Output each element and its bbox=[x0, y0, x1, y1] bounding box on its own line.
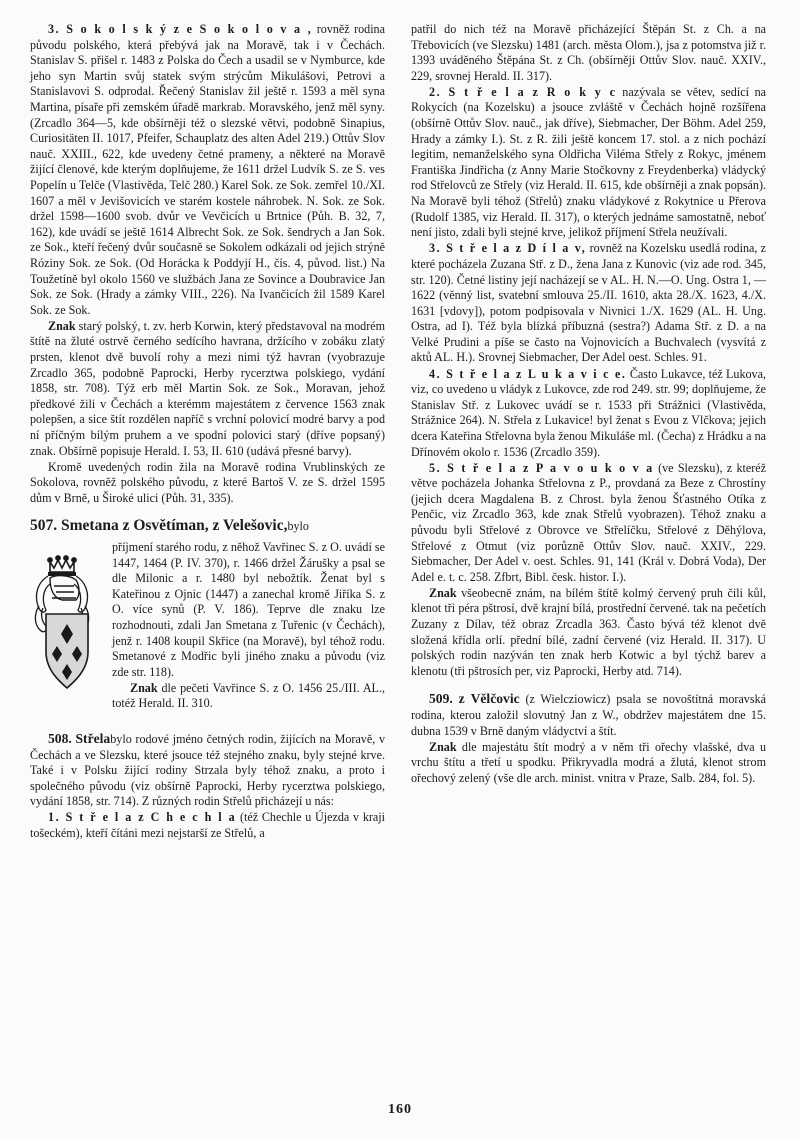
entry-507 bbox=[30, 517, 385, 719]
entry-508-name: Střela bbox=[75, 731, 111, 746]
right-column bbox=[411, 22, 766, 1080]
znak-label: Znak bbox=[429, 739, 457, 754]
entry-508-sub-1 bbox=[30, 810, 385, 841]
entry-508-text: bylo rodové jméno četných rodin, žijících na Moravě, v Čechách a ve Slezsku, které jsouce též stejného znaku, byly stejné krve. Také i v Polsku žijící rodiny Strzala byly téhož znaku, a proto i společného původu (viz obšírně Paprocki, Herby rycerztwa polskiego, vydání 1858, str. 714). Z různých rodin Střelů přicházejí u nás: bbox=[30, 732, 385, 809]
paragraph-sokolsky-text: rovněž rodina původu polského, která přebývá jak na Moravě, tak i v Čechách. Stanislav S. přišel r. 1483 z Polska do Čech a usadil se v Nymburce, kde jeho syn Martin svůj statek svým strýcům Mikulášovi, Petrovi a Stanislavovi S. odprodal. Řečený Stanislav žil ještě r. 1593 a měl syna Martina, písaře při zemském úřadě markrab. Moravského, jenž měl syny. (Zrcadlo 364—5, kde obšírněji též o slezské větvi, podobně Sinapius, Curiositäten II. 1017, Pfeifer, Schauplatz des alten Adel 219.) Ottův Slov nauč. XXIII., 622, kde uvedeny četné prameny, a některé na Moravě žijící členové, kde kterým doplňujeme, že 1611 držel Ludvík S. ze S. ves Popelín u Telče (Vlastivěda, Telč 280.) Karel Sok. ze Sok. zemřel 10./XI. 1607 a měl v Jevišovicích ve starém kostele náhrobek. N. Sok. ze Sok. držel 1598—1600 svob. dvůr ve Vevčicích u Brtnice (Půh. B. 32, 7, 162), kde uvádí se ještě 1614 Albrecht Sok. ze Sok. šendrych a Jan Sok. ze Sok., kteří řečený dvůr současně se Sokolem odkázali od jejich strýně Róziny Sok. ze Sok. (Od Horácka k Poddyjí H., čís. 4, původ. list.) Na Toužetíně byl okolo 1560 ve službách Jana ze Sovince a Doubravice Jan Sok. ze Sok. (Hrady a zámky VIII., 226). Na Ivančicích žil 1589 Karel Sok. ze Sok. bbox=[30, 22, 385, 317]
paragraph-continuation: patřil do nich též na Moravě přicházející Štěpán St. z Ch. a na Třebovicích (ve Slezsku) 1481 (arch. města Olom.), jsa z potomstva již r. 1393 uváděného Štěpána St. z Ch. (obšírněji Ottův Slov. nauč. XXIV., 229, srovnej Herald. II. 317). bbox=[411, 22, 766, 83]
paragraph-vrublinsti: Kromě uvedených rodin žila na Moravě rodina Vrublinských ze Sokolova, rovněž polského původu, z které Bartoš V. ze S. držel 1595 dům v Brně, u Široké ulici (Půh. 31, 335). bbox=[30, 459, 385, 505]
paragraph-znak-kotwic-text: všeobecně znám, na bílém štítě kolmý červený pruh čili kůl, klenot tři péra pštrosí, dvě krajní bílá, prostřední červené. tak na pečetích Zuzany z Dílav, též obraz Zrcadla 363. Často bývá též klenot dvě složená křídla orlí. přední bílé, zadní červené (viz Herald. II. 317). U polských rodin nazýván ten znak herb Kotwic a byl týchž barev a klenotu (tři pštrosích per, viz Paprocki, Herby atd. 714). bbox=[411, 585, 766, 678]
paragraph-znak-kotwic bbox=[411, 586, 766, 680]
paragraph-strela-z-lukavice-text: Často Lukavce, též Lukova, viz, co uvedeno u vládyk z Lukovce, zde rod 249. str. 99; doplňujeme, že Stanislav Stř. z Lukovec uvádí se r. 1533 při Strážnici (Vlastivěda, Strážnice 264). N. Střela z Lukavice! byl ženat s Evou z Vlčkova; jejich dcera Kateřina Střelovna byla ženou Mikuláše ml. (Čecha) z Hrádku a na Dřínovém okolo r. 1536 (Zrcadlo 359). bbox=[411, 366, 766, 459]
paragraph-strela-z-dilav-text: rovněž na Kozelsku usedlá rodina, z které pocházela Zuzana Stř. z D., žena Jana z Kunovic (viz ade rod. 345, str. 120). Četné listiny její nacházejí se v AL. H. N.—O. Ung. Ostra 1, — 1622 (věnný list, svatební smlouva 25./II. 1610, akta 28./X. 1623, 4./X. 1631 [vdovy]), potom podpisovala v Nivnici 1./X. 1629 (AL. H. Ung. Ostra, ad I). Též byla blízká příbuzná (sestra?) Adama Stř. z D. a na Velké Prudini a píše se často na Vojnovicích a Buchvalech (vysvítá z aktů AL. H.). Srovnej Siebmacher, Der Adel oest. Schles. 91. bbox=[411, 241, 766, 365]
entity-name-strela-z-pavoukova: 5. S t ř e l a z P a v o u k o v a bbox=[429, 460, 654, 475]
znak-label: Znak bbox=[130, 680, 158, 695]
entry-507-znak-text: dle pečeti Vavřince S. z O. 1456 25./III. AL., totéž Herald. II. 310. bbox=[112, 680, 385, 711]
left-column bbox=[30, 22, 385, 1080]
paragraph-sokolsky bbox=[30, 22, 385, 318]
entry-507-tail: bylo bbox=[287, 519, 309, 534]
znak-label: Znak bbox=[48, 318, 76, 333]
paragraph-strela-z-dilav bbox=[411, 241, 766, 366]
entity-name-strela-z-rokyc: 2. S t ř e l a z R o k y c bbox=[429, 84, 617, 99]
entry-507-text: příjmení starého rodu, z něhož Vavřinec S. z O. uvádí se 1447, 1464 (P. IV. 370), r. 1466 držel Žárušky a psal se dle Milonic a r. 1480 byl nebožtík. Ženat byl s Kateřinou z Ojnic (1447) a zanechal kromě Jiříka S. z O. více synů (P. V. 186). Teprve dle znaku lze rozhodnouti, zdali Jan Smetana z Tuřenic (v Čechách), jenž r. 1408 koupil Skřice (na Moravě), byl téhož rodu. Smetanové z Modřic byli jiného znaku a původu (viz zde str. 118). bbox=[112, 540, 385, 679]
paragraph-strela-z-pavoukova bbox=[411, 461, 766, 586]
znak-korwin-text: starý polský, t. zv. herb Korwin, který představoval na modrém štítě na žluté ostrvě černého sedícího havrana, držícího v zobáku zlatý prsten, klenot dvě buvolí rohy a mezi nimi týž havran (vyobrazuje Zrcadlo 365, podobně Paprocki, Herby rycerztwa polskiego, vydání 1858, str. 708). Týž erb měl Martin Sok. ze Sok., Moravan, jehož předkové žili v Čechách a kterémm majestátem z července 1563 znak polepšen, a sice štít rozdělen napříč s vrchní polovicí modré barvy a pod ní příčným bílým pruhem a ve spodní polovici starý (dříve popsaný) znak. Obšírně popisuje Herald. I. 53, II. 610 (udává přesné barvy). bbox=[30, 318, 385, 458]
entity-name-strela-z-lukavice: 4. S t ř e l a z L u k a v i c e. bbox=[429, 366, 627, 381]
paragraph-strela-z-rokyc bbox=[411, 85, 766, 241]
paragraph-znak-korwin bbox=[30, 319, 385, 459]
entry-507-number: 507. bbox=[30, 517, 58, 535]
entry-508-sub-1-text: (též Chechle u Újezda v kraji tošeckém), kteří čítáni mezi nejstarší ze Střelů, a bbox=[30, 810, 385, 841]
entry-508-number: 508. bbox=[48, 731, 72, 746]
entry-507-heading bbox=[30, 517, 385, 536]
entry-509-number: 509. bbox=[429, 691, 453, 707]
entry-507-name: Smetana z Osvětíman, z Velešovic, bbox=[61, 517, 288, 535]
paragraph-strela-z-pavoukova-text: (ve Slezsku), z kteréž větve pocházela Johanka Střelovna z P., provdaná za Beze z Chrostíny (jejich dcera Magdalena B. z Chrost. byla ženou Šťastného Otíka z Penčic, viz Zrcadlo 363, kde znak Střelů vyobrazen). Téhož znaku a původu byli Střelové z Obrovce ve Střelíčku, Střelové z Děhýlova, Střelové z Otmut (viz porůzně Ottův Slov. nauč. XXIV., 229. Siebmacher, Der Adel v. oest. Schles. 91, 141 (Král v. Dobrá Voda), Der Adel e. t. c. 258. Zfbrt, Bibl. česk. histor. I.). bbox=[411, 460, 766, 584]
entry-509-text: (z Wielcziowicz) psala se novoštítná moravská rodina, kterou založil slovutný Jan z W., obdržev majestátem dne 15. dubna 1539 v Brně daným vládyctví a štít. bbox=[411, 692, 766, 738]
paragraph-strela-z-lukavice bbox=[411, 367, 766, 461]
entity-name-strela-z-chechla: 1. S t ř e l a z C h e c h l a bbox=[48, 810, 237, 825]
entry-509-name: z Vělčovic bbox=[458, 691, 520, 707]
page-number: 160 bbox=[388, 1102, 412, 1117]
znak-label: Znak bbox=[429, 585, 457, 600]
coat-of-arms-illustration bbox=[30, 542, 104, 717]
entry-508 bbox=[30, 730, 385, 842]
heraldic-crest-icon bbox=[30, 542, 104, 717]
entry-509-znak bbox=[411, 740, 766, 787]
paragraph-strela-z-rokyc-text: nazývala se větev, sedící na Rokycích (na Kozelsku) a jsouce zvláště v Čechách hojně rozšířena (obšírně Ottův Slov. nauč., jak dříve), Siebmacher, Der Böhm. Adel 259, Hrady a zámky I.). St. z R. žili ještě koncem 17. stol. a z nich pochází legitim, nemanželského syna Oldřicha Viléma Střely z Rokyc, jménem Františka Jindřicha (z Anny Marie Stočkovny z Freydenberka) vládycký rod Střelovců ze Střely (viz Herald. II. 615, kde obšírněji a znak popsán). Na Moravě byli téhož (Střelů) znaku vládykové z Rokytnice u Přerova (Rudolf 1385, viz Herald. II. 317), o kterých jednáme samostatně, neboť není jisto, zdali byli stejné krve, jelikož příjmení Střela neužívali. bbox=[411, 84, 766, 240]
entity-name-sokolsky: 3. S o k o l s k ý z e S o k o l o v a , bbox=[48, 22, 313, 36]
entry-509-znak-text: dle majestátu štít modrý a v něm tři ořechy vlašské, dva u vrchu štítu a třetí u spodku. Přikryvadla modrá a žlutá, klenot strom ořechový zelený (vše dle arch. minist. vnitra v Praze, Salb. 284, fol. 5). bbox=[411, 739, 766, 785]
entity-name-strela-z-dilav: 3. S t ř e l a z D í l a v, bbox=[429, 241, 587, 256]
entry-509 bbox=[411, 690, 766, 786]
entry-507-body bbox=[30, 540, 385, 719]
entry-509-heading-and-body bbox=[411, 690, 766, 739]
entry-508-heading-and-body bbox=[30, 730, 385, 810]
